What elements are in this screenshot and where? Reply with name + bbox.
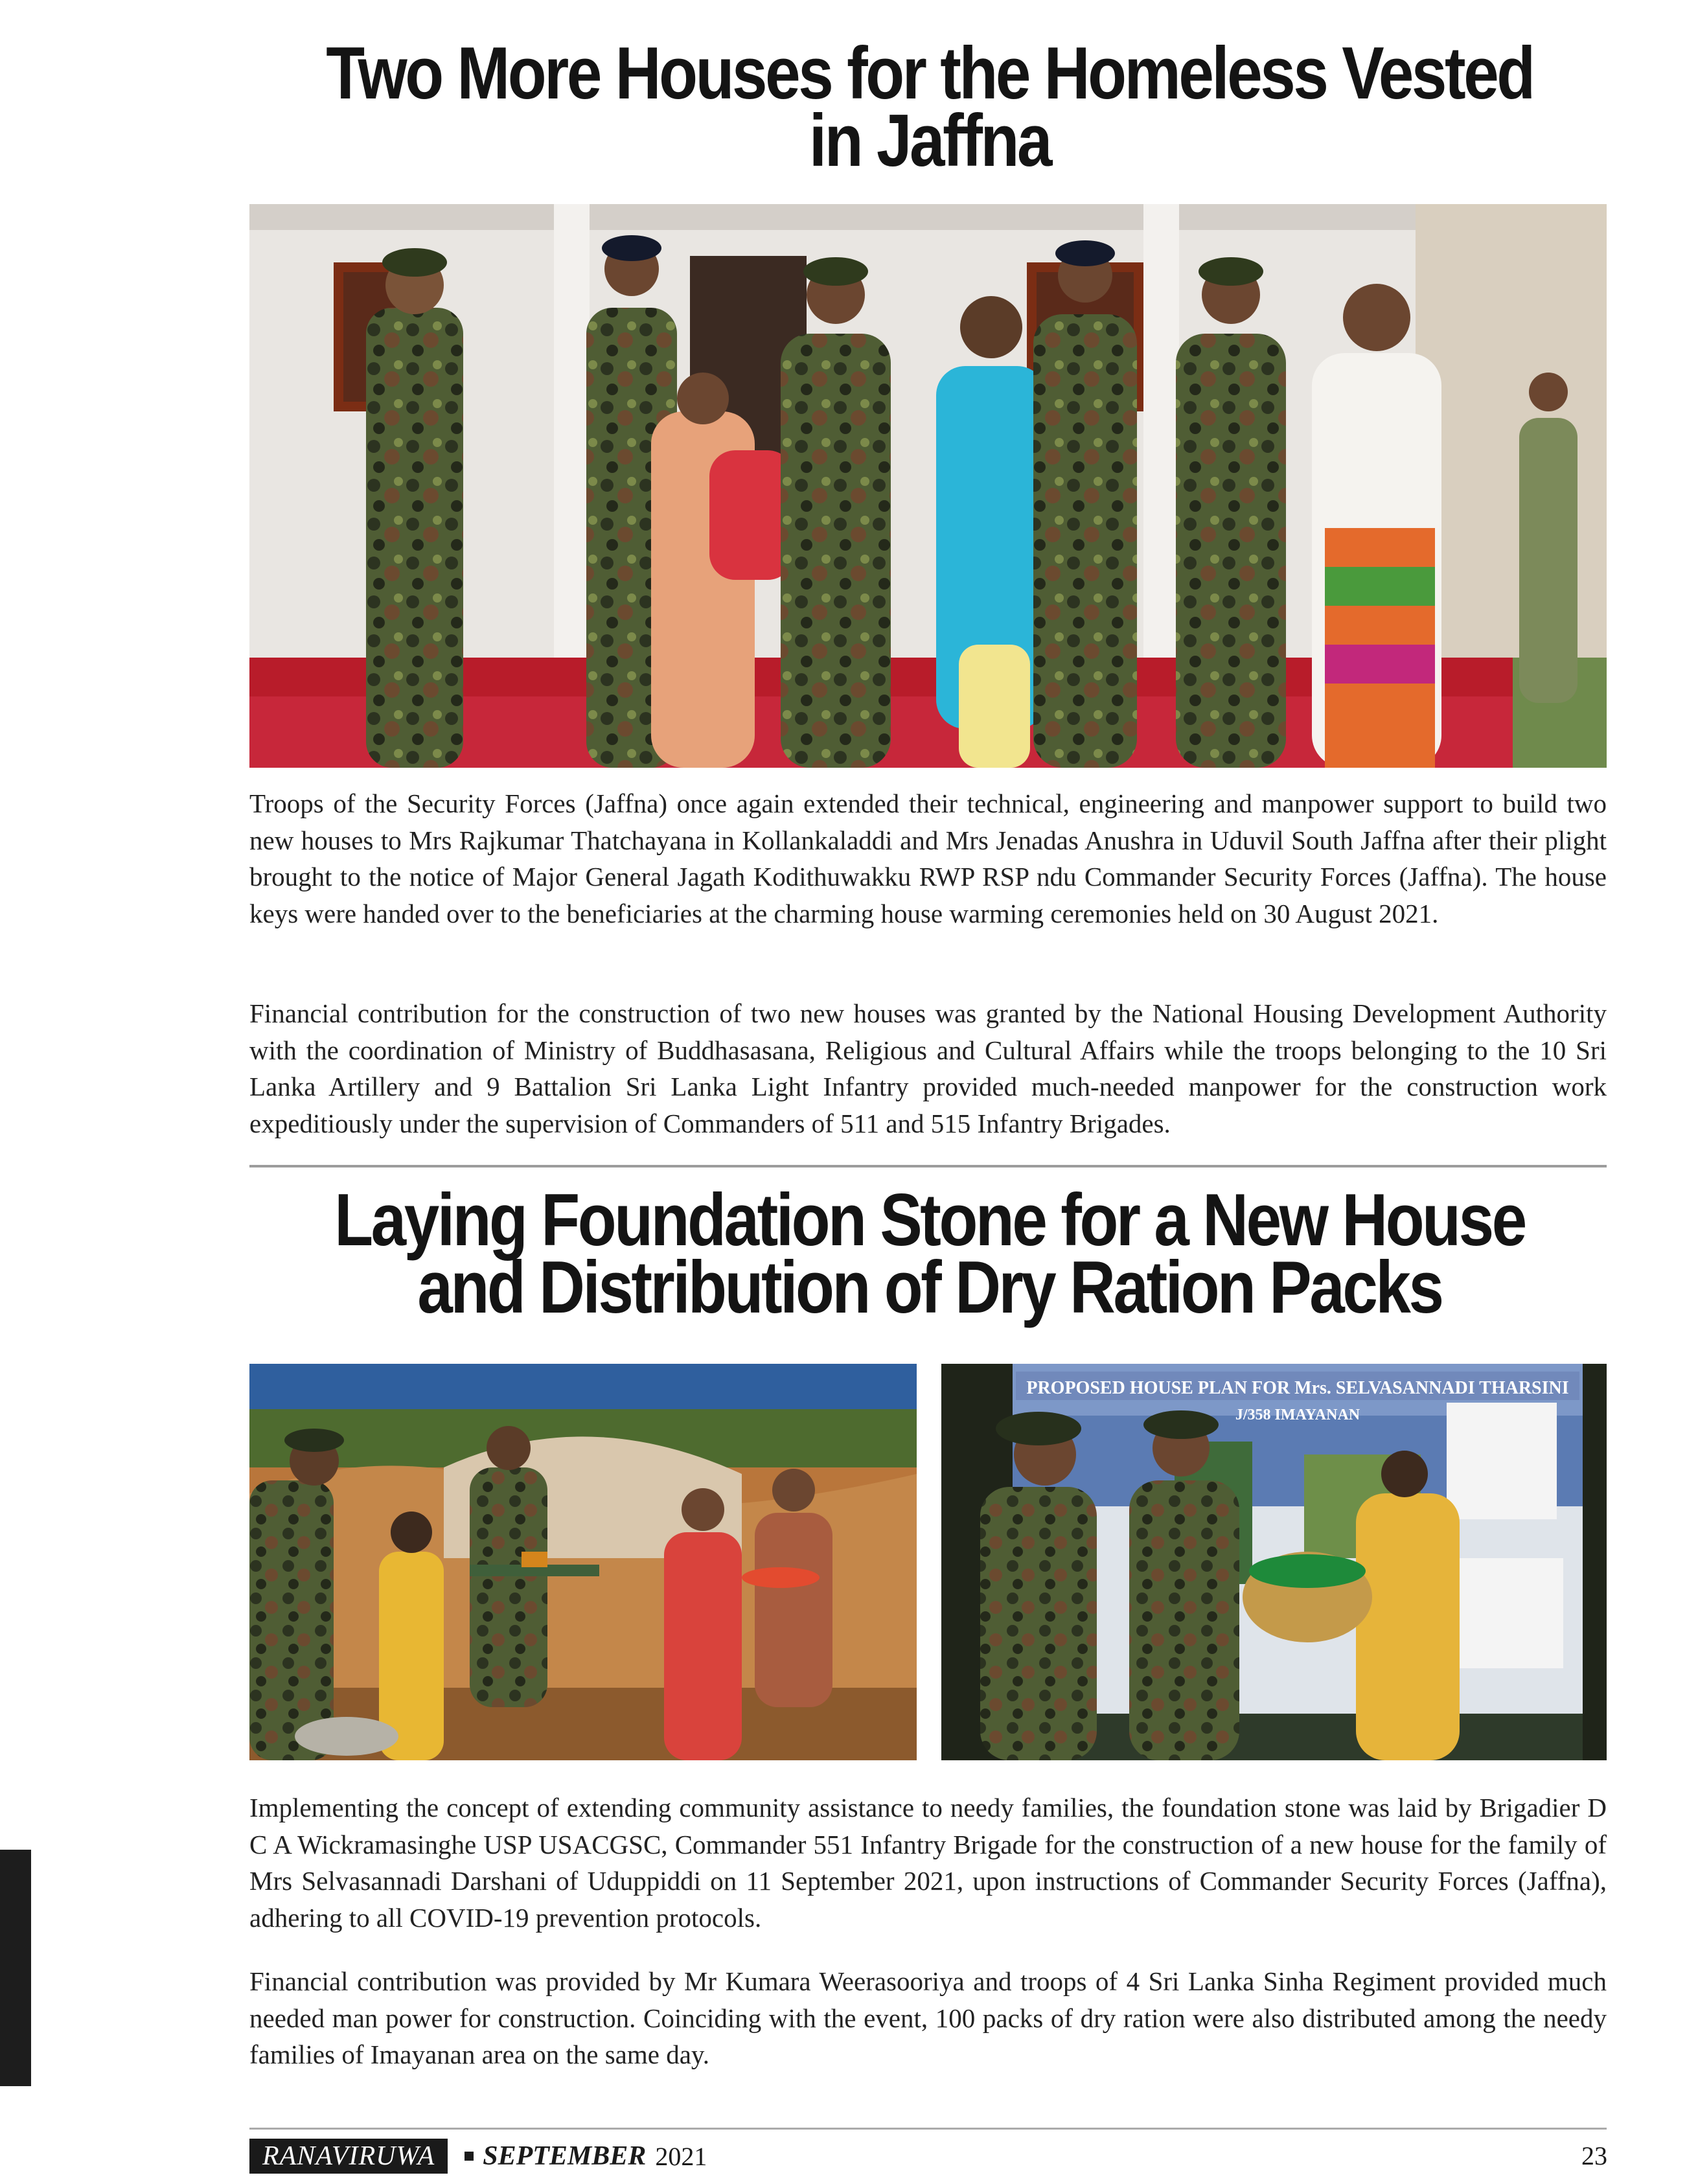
article1-paragraph-1: Troops of the Security Forces (Jaffna) once again extended their technical, engineering and manpower support to build two new houses to Mrs Rajkumar Thatchayana in Kollankaladdi and Mrs Jenadas Anushra in Uduvil South Jaffna after their plight brought to the notice of Major General Jagath Kodithuwakku RWP RSP ndu Commander Security Forces (Jaffna). The house keys were handed over to the beneficiaries at the charming house warming ceremonies held on 30 August 2021. [249,788,1607,928]
page-footer [249,2138,707,2174]
issue-year: 2021 [655,2141,707,2171]
article2-headline: Laying Foundation Stone for a New House and Distribution of Dry Ration Packs [334,1179,1525,1329]
page-edge-tab [0,1850,31,2086]
article1-headline: Two More Houses for the Homeless Vested in Jaffna [326,32,1533,182]
house-warming-group-photo [249,204,1607,768]
ration-photo-illustration [941,1364,1607,1760]
dry-ration-distribution-photo [941,1364,1607,1760]
article-divider [249,1165,1607,1167]
footer-rule [249,2128,1607,2130]
publication-name: RANAVIRUWA [249,2139,448,2174]
foundation-photo-illustration [249,1364,917,1760]
house-plan-sign-address: J/358 IMAYANAN [1235,1407,1360,1423]
foundation-stone-photo [249,1364,917,1760]
issue-month: SEPTEMBER [483,2141,647,2171]
square-bullet-icon [465,2152,474,2161]
article1-paragraph-2: Financial contribution for the construction of two new houses was granted by the National Housing Development Authority with the coordination of Ministry of Buddhasasana, Religious and Cultural Affairs while the troops belonging to the 10 Sri Lanka Artillery and 9 Battalion Sri Lanka Light Infantry provided much-needed manpower for the construction work expeditiously under the supervision of Commanders of 511 and 515 Infantry Brigades. [249,998,1607,1138]
house-plan-sign-title: PROPOSED HOUSE PLAN FOR Mrs. SELVASANNADI THARSINI [1026,1378,1569,1398]
article2-paragraph-1: Implementing the concept of extending community assistance to needy families, the foundation stone was laid by Brigadier D C A Wickramasinghe USP USACGSC, Commander 551 Infantry Brigade for the construction of a new house for the family of Mrs Selvasannadi Darshani of Uduppiddi on 11 September 2021, upon instructions of Commander Security Forces (Jaffna), adhering to all COVID-19 prevention protocols. [249,1793,1607,1933]
page-number: 23 [1581,2141,1607,2170]
article2-paragraph-2: Financial contribution was provided by Mr Kumara Weerasooriya and troops of 4 Sri Lanka Sinha Regiment provided much needed man power for construction. Coinciding with the event, 100 packs of dry ration were also distributed among the needy families of Imayanan area on the same day. [249,1966,1607,2069]
group-photo-illustration [249,204,1607,768]
